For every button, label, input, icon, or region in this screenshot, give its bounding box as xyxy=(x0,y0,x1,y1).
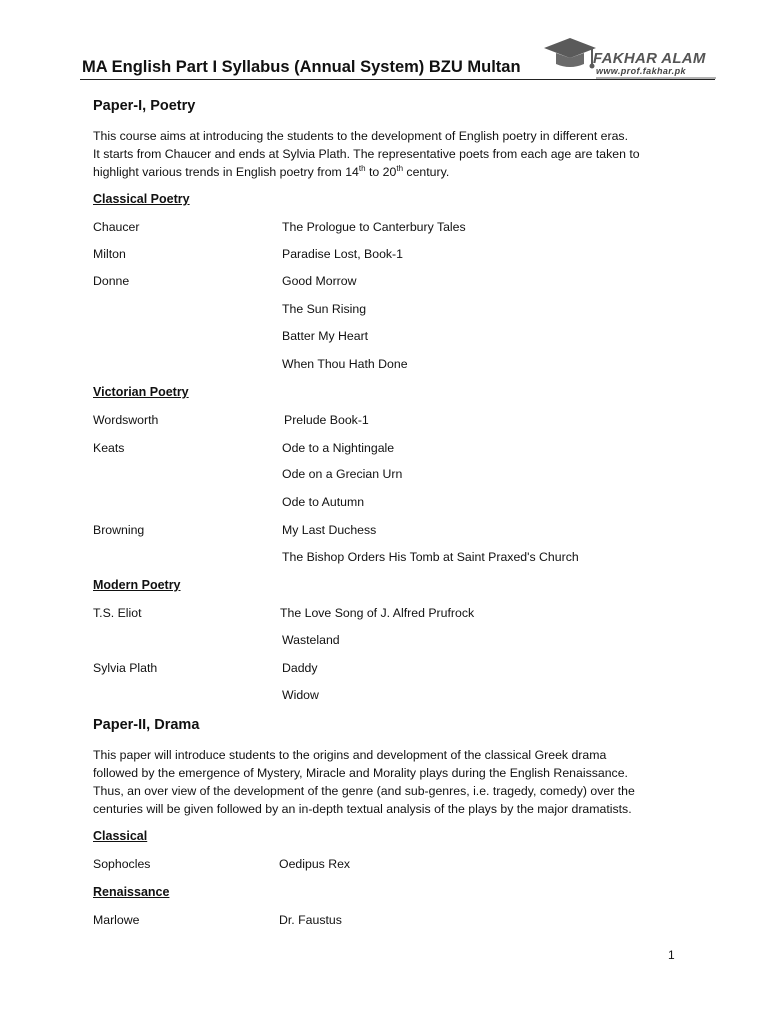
author-name: Sophocles xyxy=(93,857,151,871)
section-title-victorian-poetry: Victorian Poetry xyxy=(93,385,189,399)
work-title: Wasteland xyxy=(282,633,340,647)
work-title: Paradise Lost, Book-1 xyxy=(282,247,403,261)
author-name: Sylvia Plath xyxy=(93,661,158,675)
author-name: Keats xyxy=(93,441,125,455)
author-name: Milton xyxy=(93,247,126,261)
work-title: Ode to Autumn xyxy=(282,495,365,509)
intro-superscript: th xyxy=(358,163,366,173)
work-title: The Bishop Orders His Tomb at Saint Praxed's Church xyxy=(282,550,579,564)
paper2-intro-line: Thus, an over view of the development of the genre (and sub-genres, i.e. tragedy, comedy) over the xyxy=(93,784,635,798)
section-title-modern-poetry: Modern Poetry xyxy=(93,578,181,592)
paper2-intro-line: This paper will introduce students to the origins and development of the classical Greek drama xyxy=(93,748,607,762)
work-title: Ode on a Grecian Urn xyxy=(282,467,403,481)
author-name: Chaucer xyxy=(93,220,140,234)
work-title: Oedipus Rex xyxy=(279,857,351,871)
work-title: Ode to a Nightingale xyxy=(282,441,395,455)
work-title: Batter My Heart xyxy=(282,329,369,343)
logo-name: FAKHAR ALAM xyxy=(593,50,706,67)
document-title: MA English Part I Syllabus (Annual System) BZU Multan xyxy=(82,58,521,76)
paper1-intro-line xyxy=(93,163,693,181)
section-title-classical-poetry: Classical Poetry xyxy=(93,192,190,206)
intro-text: century. xyxy=(403,165,450,179)
author-name: Donne xyxy=(93,274,130,288)
work-title: The Love Song of J. Alfred Prufrock xyxy=(280,606,475,620)
paper1-intro-line: It starts from Chaucer and ends at Sylvia Plath. The representative poets from each age are taken to xyxy=(93,147,640,161)
paper2-intro xyxy=(93,746,693,818)
paper1-intro-line: This course aims at introducing the students to the development of English poetry in different eras. xyxy=(93,129,628,143)
paper1-heading: Paper-I, Poetry xyxy=(93,98,196,114)
work-title: When Thou Hath Done xyxy=(282,357,408,371)
paper1-intro xyxy=(93,127,693,181)
work-title: Good Morrow xyxy=(282,274,357,288)
work-title: Dr. Faustus xyxy=(279,913,342,927)
author-name: T.S. Eliot xyxy=(93,606,142,620)
logo-url: www.prof.fakhar.pk xyxy=(596,66,686,76)
work-title: Daddy xyxy=(282,661,318,675)
paper2-intro-line: followed by the emergence of Mystery, Miracle and Morality plays during the English Renaissance. xyxy=(93,766,628,780)
intro-text: highlight various trends in English poetry from 14 xyxy=(93,165,359,179)
paper2-heading: Paper-II, Drama xyxy=(93,717,200,733)
intro-text: to 20 xyxy=(365,165,397,179)
work-title: Prelude Book-1 xyxy=(284,413,369,427)
section-title-renaissance: Renaissance xyxy=(93,885,170,899)
author-name: Browning xyxy=(93,523,145,537)
work-title: The Prologue to Canterbury Tales xyxy=(282,220,466,234)
author-name: Wordsworth xyxy=(93,413,159,427)
paper2-intro-line: centuries will be given followed by an in-depth textual analysis of the plays by the major dramatists. xyxy=(93,802,632,816)
work-title: The Sun Rising xyxy=(282,302,367,316)
section-title-classical: Classical xyxy=(93,829,148,843)
intro-superscript: th xyxy=(396,163,404,173)
author-name: Marlowe xyxy=(93,913,140,927)
work-title: Widow xyxy=(282,688,319,702)
page-number: 1 xyxy=(668,948,675,962)
work-title: My Last Duchess xyxy=(282,523,377,537)
